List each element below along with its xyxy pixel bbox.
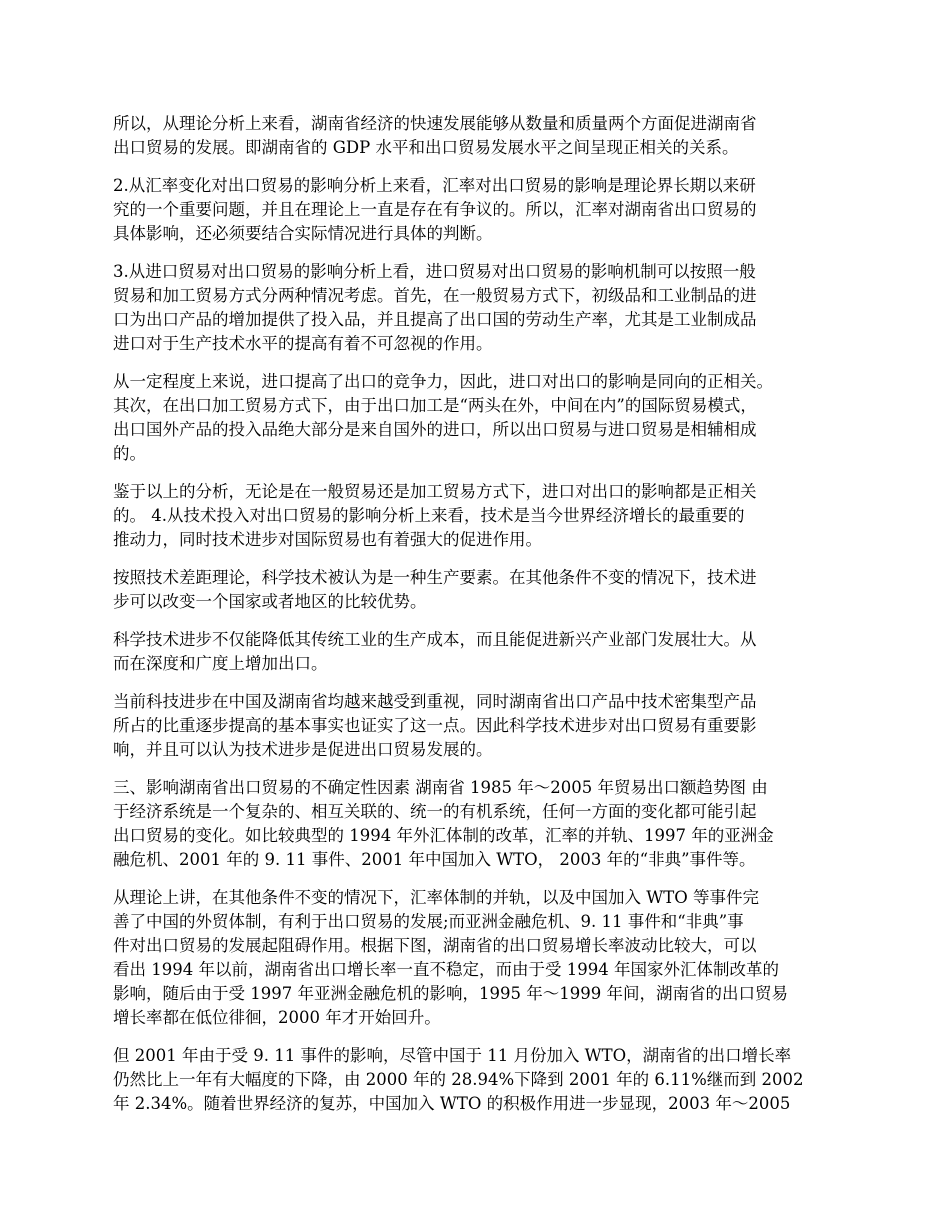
paragraph-gdp-conclusion: 所以，从理论分析上来看，湖南省经济的快速发展能够从数量和质量两个方面促进湖南省 出口贸易的发展。即湖南省的 GDP 水平和出口贸易发展水平之间呈现正相关的关系。 [113, 114, 757, 157]
paragraph-import-trade: 3.从进口贸易对出口贸易的影响分析上看，进口贸易对出口贸易的影响机制可以按照一般 贸易和加工贸易方式分两种情况考虑。首先，在一般贸易方式下，初级品和工业制品的进 口为出口产品的增加提供了投入品，并且提高了出口国的劳动生产率，尤其是工业制成品 进口对于生产技术水平的提高有着不可忽视的作用。 [113, 262, 757, 353]
paragraph-theory-events: 从理论上讲，在其他条件不变的情况下，汇率体制的并轨，以及中国加入 WTO 等事件完 善了中国的外贸体制，有利于出口贸易的发展;而亚洲金融危机、9. 11 事件和“非典”事 件对出口贸易的发展起阻碍作用。根据下图，湖南省的出口贸易增长率波动比较大，可以 看出 1994 年以前，湖南省出口增长率一直不稳定，而由于受 1994 年国家外汇体制改革的 影响，随后由于受 1997 年亚洲金融危机的影响，1995 年～1999 年间，湖南省的出口贸易 增长率都在低位徘徊，2000 年才开始回升。 [113, 888, 788, 1027]
paragraph-import-competitiveness: 从一定程度上来说，进口提高了出口的竞争力，因此，进口对出口的影响是同向的正相关。 其次，在出口加工贸易方式下，由于出口加工是“两头在外，中间在内”的国际贸易模式， 出口国外产品的投入品绝大部分是来自国外的进口，所以出口贸易与进口贸易是相辅相成 的。 [113, 372, 773, 463]
document-body [113, 112, 851, 1130]
paragraph-technology-input: 鉴于以上的分析，无论是在一般贸易还是加工贸易方式下，进口对出口的影响都是正相关 的。 4.从技术投入对出口贸易的影响分析上来看，技术是当今世界经济增长的最重要的 推动力，同时技术进步对国际贸易也有着强大的促进作用。 [113, 482, 757, 549]
paragraph-exchange-rate: 2.从汇率变化对出口贸易的影响分析上来看，汇率对出口贸易的影响是理论界长期以来研 究的一个重要问题，并且在理论上一直是存在有争议的。所以，汇率对湖南省出口贸易的 具体影响，还必须要结合实际情况进行具体的判断。 [113, 176, 757, 243]
paragraph-tech-intensive-products: 当前科技进步在中国及湖南省均越来越受到重视，同时湖南省出口产品中技术密集型产品 所占的比重逐步提高的基本事实也证实了这一点。因此科学技术进步对出口贸易有重要影 响，并且可以认为技术进步是促进出口贸易发展的。 [113, 692, 757, 759]
paragraph-tech-progress-cost: 科学技术进步不仅能降低其传统工业的生产成本，而且能促进新兴产业部门发展壮大。从 而在深度和广度上增加出口。 [113, 630, 757, 673]
paragraph-2001-growth: 但 2001 年由于受 9. 11 事件的影响，尽管中国于 11 月份加入 WTO，湖南省的出口增长率 仍然比上一年有大幅度的下降，由 2000 年的 28.94%下降到 2001 年的 6.11%继而到 2002 年 2.34%。随着世界经济的复苏，中国加入 WTO 的积极作用进一步显现，2003 年～2005 [113, 1046, 804, 1113]
paragraph-technology-gap-theory: 按照技术差距理论，科学技术被认为是一种生产要素。在其他条件不变的情况下，技术进 步可以改变一个国家或者地区的比较优势。 [113, 568, 757, 611]
paragraph-uncertainty-factors: 三、影响湖南省出口贸易的不确定性因素 湖南省 1985 年～2005 年贸易出口额趋势图 由 于经济系统是一个复杂的、相互关联的、统一的有机系统，任何一方面的变化都可能引起 出口贸易的变化。如比较典型的 1994 年外汇体制的改革，汇率的并轨、1997 年的亚洲金 融危机、2001 年的 9. 11 事件、2001 年中国加入 WTO， 2003 年的“非典”事件等。 [113, 778, 774, 869]
